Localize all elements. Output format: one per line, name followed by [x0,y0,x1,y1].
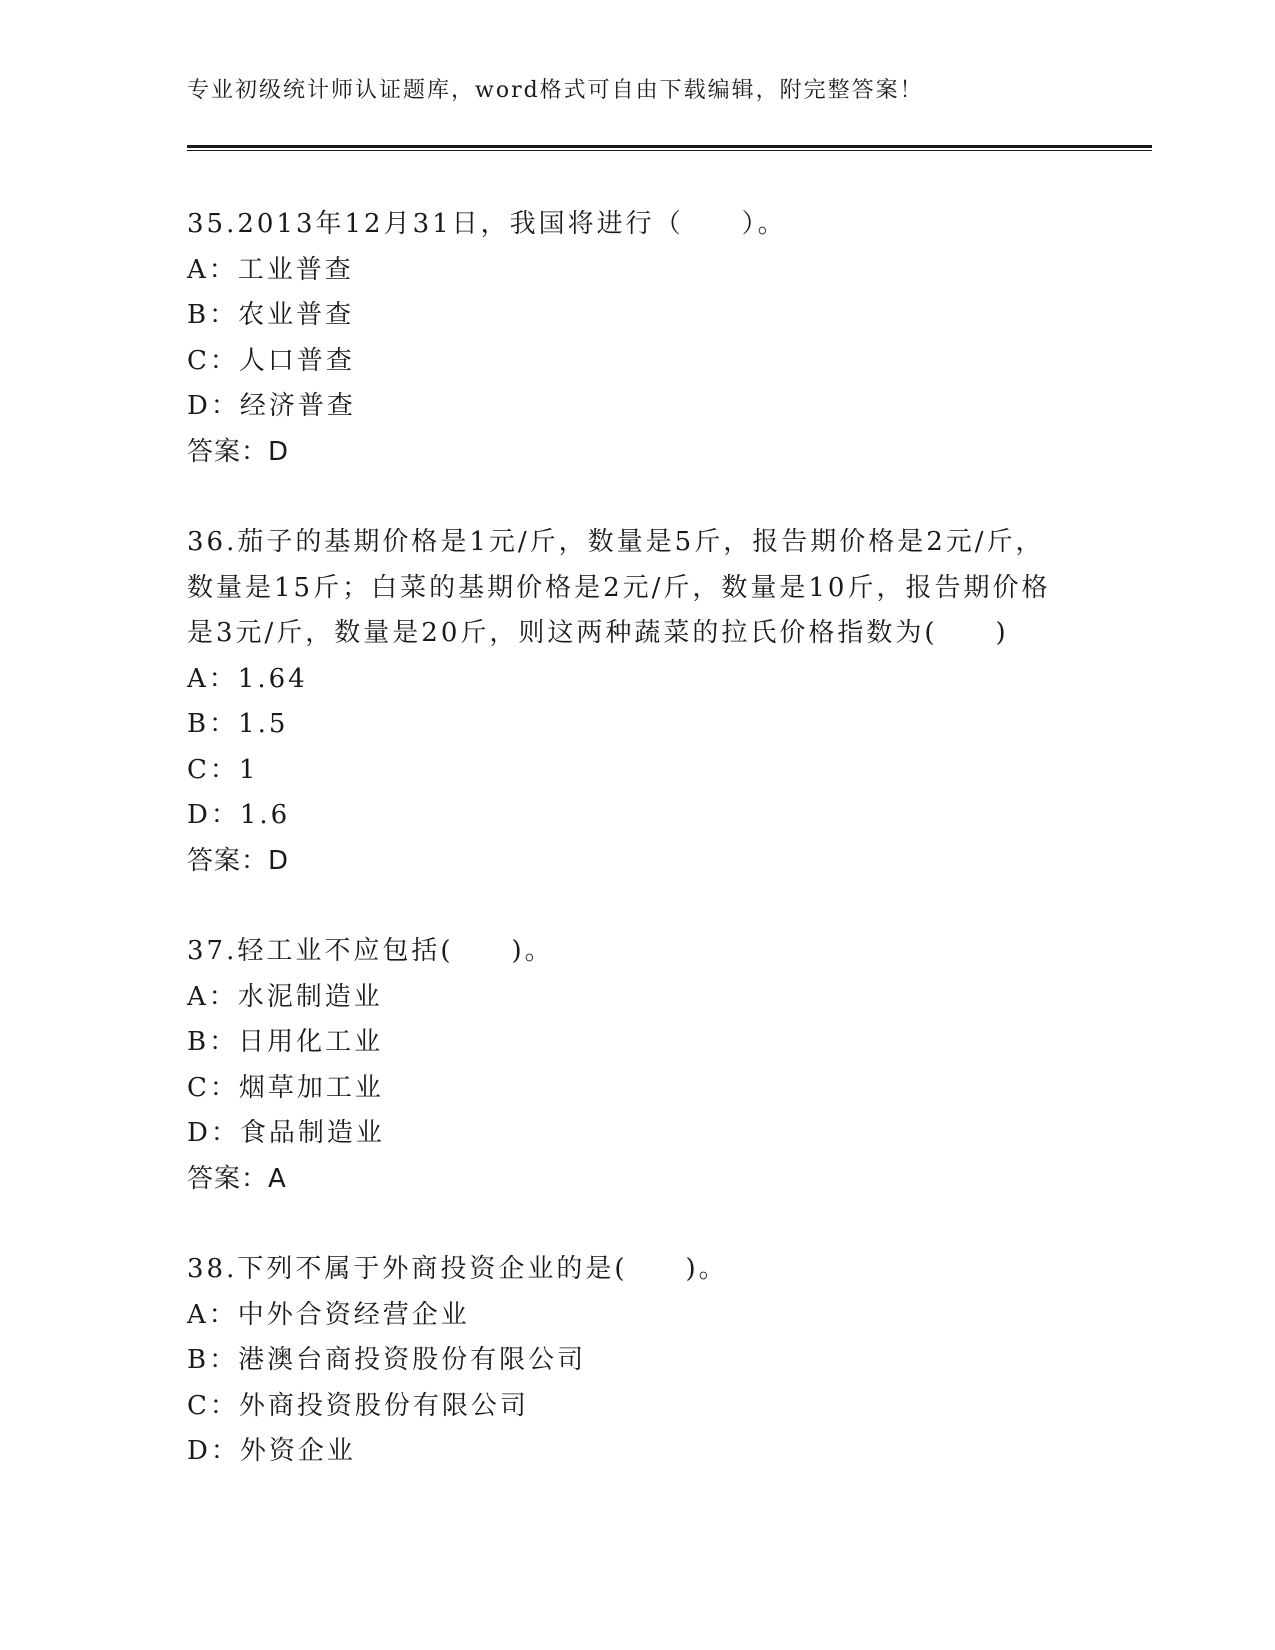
question-stem [187,202,1087,248]
option-b: B：港澳台商投资股份有限公司 [187,1345,587,1375]
option-d: D：1.6 [187,800,291,830]
option-d: D：食品制造业 [187,1118,385,1148]
question-37 [187,929,1087,1202]
option-b: B：日用化工业 [187,1027,384,1057]
answer-label: 答案：D [187,436,290,467]
question-list [187,202,1087,1520]
question-stem-line: 36.茄子的基期价格是1元/斤，数量是5斤，报告期价格是2元/斤， [187,527,1045,557]
question-stem-line: 37.轻工业不应包括( )。 [187,936,554,966]
header-divider [187,145,1152,148]
question-35 [187,202,1087,475]
option-a: A：水泥制造业 [187,981,383,1012]
question-stem [187,520,1087,657]
option-c: C：烟草加工业 [187,1072,384,1103]
option-c: C：1 [187,754,259,785]
question-36 [187,520,1087,884]
option-a: A：工业普查 [187,254,354,285]
question-stem-line: 数量是15斤；白菜的基期价格是2元/斤，数量是10斤，报告期价格 [187,572,1051,603]
answer-label: 答案：A [187,1163,287,1194]
option-d: D：经济普查 [187,391,356,421]
page-header: 专业初级统计师认证题库，word格式可自由下载编辑，附完整答案！ [187,78,924,103]
question-stem-line: 是3元/斤，数量是20斤，则这两种蔬菜的拉氏价格指数为( ) [187,618,1009,648]
answer-label: 答案：D [187,845,290,876]
option-a: A：中外合资经营企业 [187,1299,470,1330]
option-c: C：人口普查 [187,345,355,376]
option-a: A：1.64 [187,663,308,694]
question-stem-line: 35.2013年12月31日，我国将进行（ ）。 [187,209,787,239]
option-c: C：外商投资股份有限公司 [187,1390,529,1421]
question-stem [187,1247,1087,1293]
question-stem [187,929,1087,975]
option-d: D：外资企业 [187,1436,356,1466]
option-b: B：农业普查 [187,300,355,330]
option-b: B：1.5 [187,709,289,739]
question-stem-line: 38.下列不属于外商投资企业的是( )。 [187,1254,728,1284]
header-divider-thin [187,150,1152,151]
question-38 [187,1247,1087,1475]
